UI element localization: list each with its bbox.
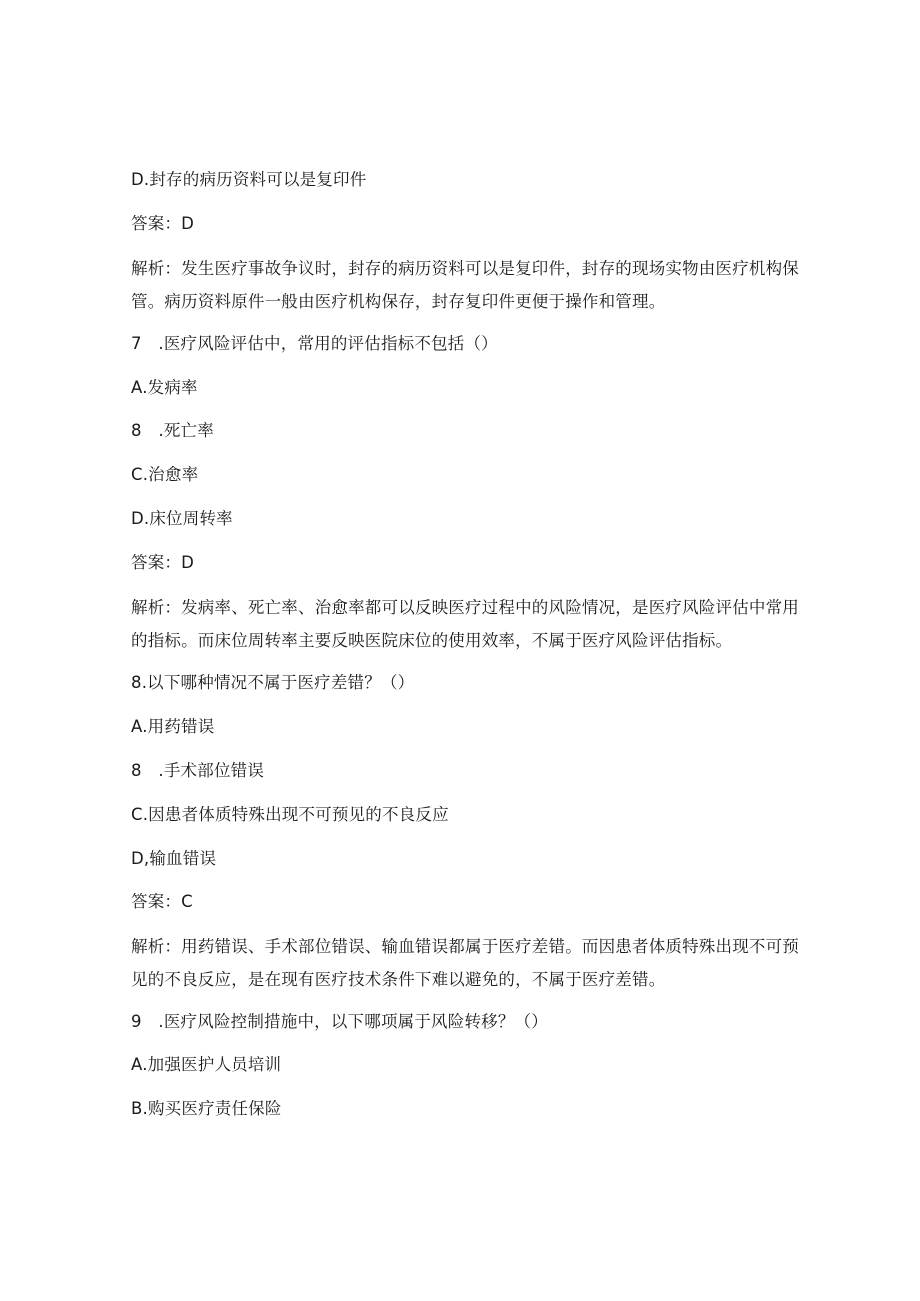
- option-a-line: A.加强医护人员培训: [131, 1055, 282, 1074]
- explanation-paragraph: 解析：发生医疗事故争议时，封存的病历资料可以是复印件，封存的现场实物由医疗机构保管。病历资料原件一般由医疗机构保存，封存复印件更便于操作和管理。: [131, 259, 799, 311]
- question-8: 8.以下哪种情况不属于医疗差错？（）: [131, 673, 415, 692]
- option-b-line: 8 .死亡率: [131, 421, 214, 440]
- answer-line: 答案：C: [131, 892, 193, 911]
- option-d-line: D,输血错误: [131, 849, 217, 868]
- option-c-line: C.因患者体质特殊出现不可预见的不良反应: [131, 805, 449, 824]
- answer-line: 答案：D: [131, 553, 195, 572]
- option-b-line: B.购买医疗责任保险: [131, 1099, 282, 1118]
- option-b-line: 8 .手术部位错误: [131, 761, 265, 780]
- explanation-paragraph: 解析：用药错误、手术部位错误、输血错误都属于医疗差错。而因患者体质特殊出现不可预见的不良反应，是在现有医疗技术条件下难以避免的，不属于医疗差错。: [131, 937, 799, 989]
- option-c-line: C.治愈率: [131, 465, 199, 484]
- answer-line: 答案：D: [131, 214, 195, 233]
- question-9: 9 .医疗风险控制措施中，以下哪项属于风险转移？（）: [131, 1012, 548, 1031]
- explanation-paragraph: 解析：发病率、死亡率、治愈率都可以反映医疗过程中的风险情况，是医疗风险评估中常用的指标。而床位周转率主要反映医院床位的使用效率，不属于医疗风险评估指标。: [131, 598, 799, 650]
- question-7: 7 .医疗风险评估中，常用的评估指标不包括（）: [131, 334, 498, 353]
- option-d-line: D.封存的病历资料可以是复印件: [131, 170, 367, 189]
- option-a-line: A.用药错误: [131, 717, 215, 736]
- option-d-line: D.床位周转率: [131, 509, 233, 528]
- option-a-line: A.发病率: [131, 378, 198, 397]
